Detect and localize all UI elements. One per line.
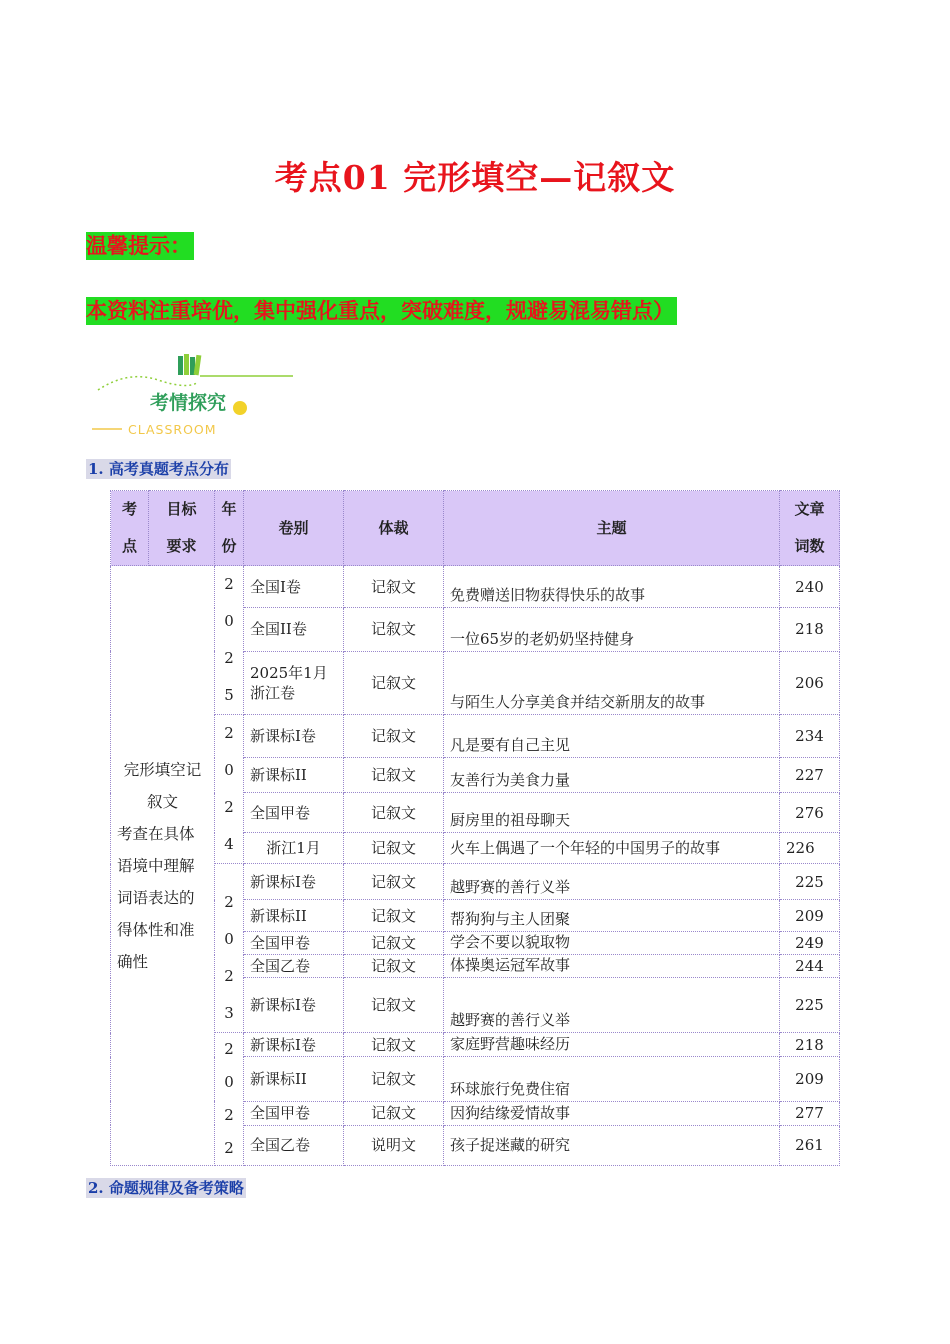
topic-cell: 免费赠送旧物获得快乐的故事 — [444, 566, 780, 608]
topic-cell: 学会不要以貌取物 — [444, 932, 780, 955]
topic-cell: 体操奥运冠军故事 — [444, 955, 780, 978]
words-cell: 226 — [780, 833, 840, 864]
page-title: 考点01 完形填空—记叙文 — [274, 158, 676, 197]
paper-cell: 全国II卷 — [244, 608, 344, 651]
genre-cell: 记叙文 — [344, 932, 444, 955]
paper-cell: 新课标II — [244, 900, 344, 932]
header-juanbie: 卷别 — [244, 491, 344, 566]
header-zhuti: 主题 — [444, 491, 780, 566]
words-cell: 209 — [780, 900, 840, 932]
year-2024: 2 0 2 4 — [215, 715, 244, 864]
paper-cell: 全国甲卷 — [244, 932, 344, 955]
genre-cell: 记叙文 — [344, 864, 444, 900]
paper-cell: 新课标I卷 — [244, 978, 344, 1033]
header-nianfen: 年 份 — [215, 491, 244, 566]
words-cell: 209 — [780, 1057, 840, 1101]
genre-cell: 记叙文 — [344, 715, 444, 758]
genre-cell: 记叙文 — [344, 1057, 444, 1101]
topic-cell: 帮狗狗与主人团聚 — [444, 900, 780, 932]
genre-cell: 记叙文 — [344, 566, 444, 608]
topic-cell: 厨房里的祖母聊天 — [444, 793, 780, 833]
paper-cell: 新课标I卷 — [244, 864, 344, 900]
genre-cell: 记叙文 — [344, 758, 444, 793]
topic-cell: 环球旅行免费住宿 — [444, 1057, 780, 1101]
genre-cell: 记叙文 — [344, 978, 444, 1033]
paper-cell: 新课标II — [244, 758, 344, 793]
paper-cell: 全国甲卷 — [244, 793, 344, 833]
topic-cell: 越野赛的善行义举 — [444, 864, 780, 900]
year-2023: 2 0 2 3 — [215, 864, 244, 1033]
header-kaodian: 考 点 — [111, 491, 149, 566]
books-icon — [178, 354, 201, 375]
genre-cell: 说明文 — [344, 1125, 444, 1165]
paper-cell: 2025年1月浙江卷 — [244, 651, 344, 714]
table-header-row — [111, 491, 840, 566]
words-cell: 227 — [780, 758, 840, 793]
topic-cell: 因狗结缘爱情故事 — [444, 1101, 780, 1125]
words-cell: 244 — [780, 955, 840, 978]
paper-cell: 全国I卷 — [244, 566, 344, 608]
section-heading-distribution: 1. 高考真题考点分布 — [88, 460, 229, 478]
paper-cell: 新课标I卷 — [244, 1033, 344, 1057]
words-cell: 218 — [780, 1033, 840, 1057]
paper-cell: 全国甲卷 — [244, 1101, 344, 1125]
genre-cell: 记叙文 — [344, 1033, 444, 1057]
words-cell: 225 — [780, 978, 840, 1033]
table-row — [111, 566, 840, 608]
paper-cell: 新课标I卷 — [244, 715, 344, 758]
year-2022: 2 0 2 2 — [215, 1033, 244, 1166]
topic-cell: 一位65岁的老奶奶坚持健身 — [444, 608, 780, 651]
words-cell: 218 — [780, 608, 840, 651]
words-cell: 277 — [780, 1101, 840, 1125]
genre-cell: 记叙文 — [344, 608, 444, 651]
tip-label: 温馨提示： — [86, 232, 194, 260]
words-cell: 261 — [780, 1125, 840, 1165]
words-cell: 240 — [780, 566, 840, 608]
genre-cell: 记叙文 — [344, 1101, 444, 1125]
words-cell: 206 — [780, 651, 840, 714]
genre-cell: 记叙文 — [344, 833, 444, 864]
section-heading-strategy: 2. 命题规律及备考策略 — [88, 1179, 244, 1197]
table-row — [111, 864, 840, 900]
header-cishu: 文章 词数 — [780, 491, 840, 566]
logo-text: 考情探究 — [150, 392, 227, 414]
words-cell: 225 — [780, 864, 840, 900]
topic-cell: 孩子捉迷藏的研究 — [444, 1125, 780, 1165]
table-row — [111, 715, 840, 758]
topic-cell: 凡是要有自己主见 — [444, 715, 780, 758]
words-cell: 249 — [780, 932, 840, 955]
header-ticai: 体裁 — [344, 491, 444, 566]
words-cell: 276 — [780, 793, 840, 833]
table-row — [111, 1033, 840, 1057]
tip-text: 本资料注重培优，集中强化重点，突破难度，规避易混易错点） — [86, 297, 677, 325]
genre-cell: 记叙文 — [344, 900, 444, 932]
genre-cell: 记叙文 — [344, 955, 444, 978]
topic-cell: 越野赛的善行义举 — [444, 978, 780, 1033]
paper-cell: 浙江1月 — [244, 833, 344, 864]
genre-cell: 记叙文 — [344, 651, 444, 714]
paper-cell: 全国乙卷 — [244, 1125, 344, 1165]
classroom-logo — [88, 352, 298, 442]
topic-cell: 友善行为美食力量 — [444, 758, 780, 793]
genre-cell: 记叙文 — [344, 793, 444, 833]
kaodian-merged-cell: 完形填空记 叙文 考查在具体 语境中理解 词语表达的 得体性和准 确性 — [111, 566, 215, 1166]
topic-cell: 家庭野营趣味经历 — [444, 1033, 780, 1057]
header-mubiao: 目标 要求 — [149, 491, 215, 566]
year-2025: 2 0 2 5 — [215, 566, 244, 715]
paper-cell: 新课标II — [244, 1057, 344, 1101]
words-cell: 234 — [780, 715, 840, 758]
logo-subtext: CLASSROOM — [128, 422, 217, 437]
paper-cell: 全国乙卷 — [244, 955, 344, 978]
topic-cell: 与陌生人分享美食并结交新朋友的故事 — [444, 651, 780, 714]
topic-cell: 火车上偶遇了一个年轻的中国男子的故事 — [444, 833, 780, 864]
exam-distribution-table — [110, 490, 840, 1166]
